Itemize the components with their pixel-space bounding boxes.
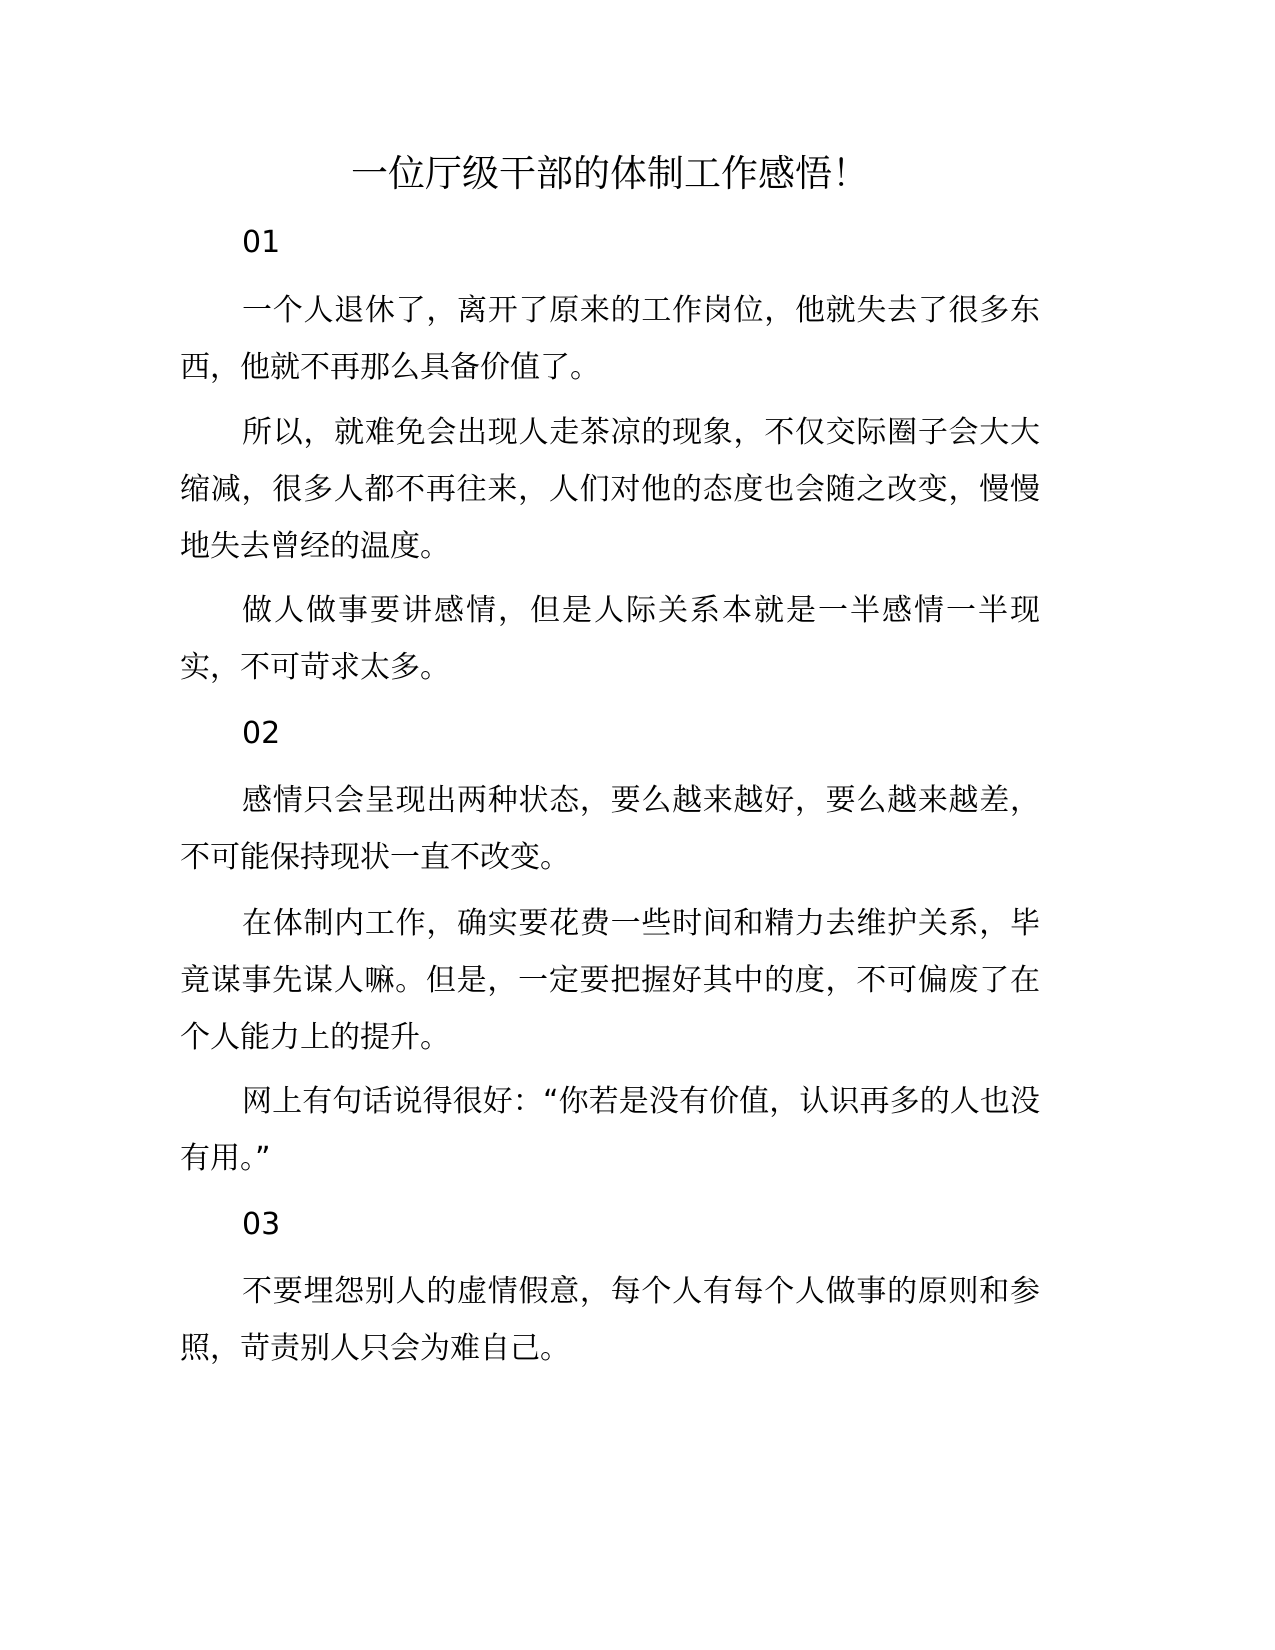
paragraph: 不要埋怨别人的虚情假意，每个人有每个人做事的原则和参照，苛责别人只会为难自己。: [180, 1274, 1040, 1366]
section-number-03: 03: [242, 1207, 281, 1242]
section-number-02: 02: [242, 716, 281, 751]
document-title: 一位厅级干部的体制工作感悟！: [351, 152, 869, 195]
section-number-01: 01: [242, 225, 281, 260]
paragraph: 网上有句话说得很好：“你若是没有价值，认识再多的人也没有用。”: [180, 1084, 1040, 1176]
paragraph: 所以，就难免会出现人走茶凉的现象，不仅交际圈子会大大缩减，很多人都不再往来，人们对他的态度也会随之改变，慢慢地失去曾经的温度。: [180, 415, 1040, 564]
paragraph: 在体制内工作，确实要花费一些时间和精力去维护关系，毕竟谋事先谋人嘛。但是，一定要把握好其中的度，不可偏废了在个人能力上的提升。: [180, 906, 1040, 1055]
paragraph: 做人做事要讲感情，但是人际关系本就是一半感情一半现实，不可苛求太多。: [180, 593, 1040, 685]
paragraph: 一个人退休了，离开了原来的工作岗位，他就失去了很多东西，他就不再那么具备价值了。: [180, 293, 1040, 385]
paragraph: 感情只会呈现出两种状态，要么越来越好，要么越来越差，不可能保持现状一直不改变。: [180, 783, 1040, 875]
